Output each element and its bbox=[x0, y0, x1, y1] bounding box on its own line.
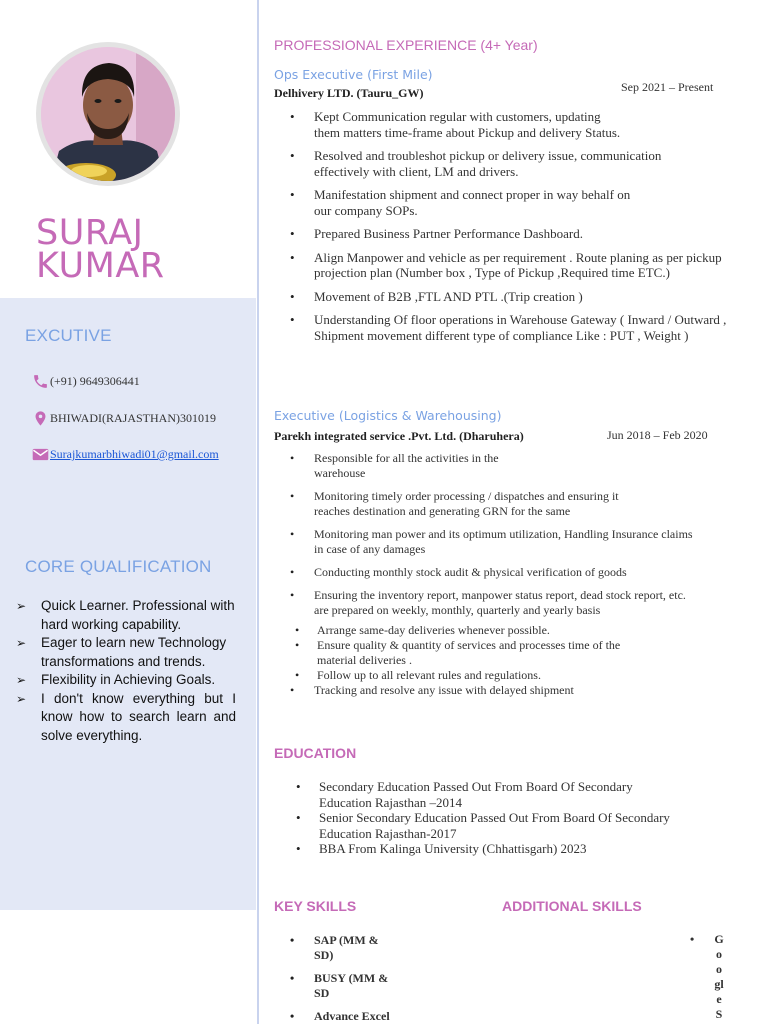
list-item: • BBA From Kalinga University (Chhattisgarh) 2023 bbox=[274, 841, 694, 857]
profile-photo bbox=[36, 42, 180, 186]
person-portrait-icon bbox=[41, 47, 175, 181]
list-item: • Responsible for all the activities in the warehouse bbox=[274, 451, 694, 481]
job-2-duties-extra bbox=[274, 623, 694, 698]
left-sidebar bbox=[0, 0, 256, 1024]
company-1: Delhivery LTD. (Tauru_GW) bbox=[274, 86, 424, 100]
list-item: • Secondary Education Passed Out From Board Of Secondary Education Rajasthan –2014 bbox=[274, 779, 694, 810]
job-title-2: Executive (Logistics & Warehousing) bbox=[274, 408, 502, 423]
list-item: ➢ Eager to learn new Technology transformations and trends. bbox=[16, 635, 227, 669]
list-item: • Monitoring timely order processing / dispatches and ensuring it reaches destination and generating GRN for the same bbox=[274, 489, 694, 519]
job-1-duties bbox=[274, 109, 729, 351]
list-item: • Follow up to all relevant rules and regulations. bbox=[274, 668, 694, 683]
list-item: ➢ Flexibility in Achieving Goals. bbox=[16, 671, 236, 690]
company-2: Parekh integrated service .Pvt. Ltd. (Dharuhera) bbox=[274, 429, 524, 443]
job-dates-2: Jun 2018 – Feb 2020 bbox=[607, 428, 708, 442]
arrow-bullet-icon: ➢ bbox=[16, 599, 27, 613]
list-item: • Resolved and troubleshot pickup or delivery issue, communication effectively with client, LM and drivers. bbox=[274, 148, 729, 179]
list-item: • Prepared Business Partner Performance Dashboard. bbox=[274, 226, 729, 242]
bullet-icon: • bbox=[690, 932, 695, 946]
email-link[interactable]: Surajkumarbhiwadi01@gmail.com bbox=[50, 447, 219, 461]
list-item: • Understanding Of floor operations in Warehouse Gateway ( Inward / Outward , Shipment movement different type of compliance Like : PUT , Weight ) bbox=[274, 312, 729, 343]
education-list bbox=[274, 779, 694, 857]
list-item: • Conducting monthly stock audit & physical verification of goods bbox=[274, 565, 694, 580]
list-item: • Manifestation shipment and connect proper in way behalf on our company SOPs. bbox=[274, 187, 729, 218]
list-item: ➢ Quick Learner. Professional with hard working capability. bbox=[16, 598, 235, 632]
key-skills-list bbox=[274, 933, 399, 1024]
education-heading: EDUCATION bbox=[274, 745, 357, 761]
list-item: • BUSY (MM & SD bbox=[274, 971, 399, 1001]
job-2-duties bbox=[274, 451, 694, 626]
arrow-bullet-icon: ➢ bbox=[16, 673, 27, 687]
list-item: • Tracking and resolve any issue with delayed shipment bbox=[274, 683, 694, 698]
list-item: • Movement of B2B ,FTL AND PTL .(Trip creation ) bbox=[274, 289, 729, 305]
experience-heading: PROFESSIONAL EXPERIENCE (4+ Year) bbox=[274, 37, 538, 53]
list-item: • Kept Communication regular with customers, updating them matters time-frame about Pickup and delivery Status. bbox=[274, 109, 729, 140]
core-qualification-heading: CORE QUALIFICATION bbox=[25, 557, 212, 576]
list-item: • Ensure quality & quantity of services and processes time of the material deliveries . bbox=[274, 638, 694, 668]
role-heading: EXCUTIVE bbox=[25, 326, 112, 345]
list-item: • SAP (MM & SD) bbox=[274, 933, 399, 963]
job-title-1: Ops Executive (First Mile) bbox=[274, 67, 433, 82]
list-item: • Ensuring the inventory report, manpower status report, dead stock report, etc. are prepared on weekly, monthly, quarterly and yearly basis bbox=[274, 588, 694, 618]
email-row bbox=[32, 447, 219, 462]
avatar bbox=[41, 47, 175, 181]
phone-row bbox=[32, 373, 140, 390]
list-item: • Align Manpower and vehicle as per requirement . Route planing as per pickup projection plan (Number box , Type of Pickup ,Required time ETC.) bbox=[274, 250, 729, 281]
name-last: KUMAR bbox=[36, 246, 165, 286]
address-text: BHIWADI(RAJASTHAN)301019 bbox=[50, 411, 216, 425]
key-skills-heading: KEY SKILLS bbox=[274, 898, 357, 914]
additional-skills-heading: ADDITIONAL SKILLS bbox=[502, 898, 642, 914]
phone-number: (+91) 9649306441 bbox=[50, 374, 140, 388]
list-item: • Arrange same-day deliveries whenever possible. bbox=[274, 623, 694, 638]
name-first: SURAJ bbox=[36, 213, 144, 253]
additional-skill-item: G o o gl e S bbox=[714, 932, 724, 1021]
address-row bbox=[32, 409, 216, 428]
column-divider bbox=[257, 0, 259, 1024]
list-item: ➢ I don't know everything but I know how to search learn and solve everything. bbox=[16, 690, 236, 743]
list-item: • Advance Excel bbox=[274, 1009, 399, 1024]
core-qualification-list bbox=[16, 597, 236, 745]
location-pin-icon bbox=[32, 409, 49, 428]
job-dates-1: Sep 2021 – Present bbox=[621, 80, 714, 94]
list-item: • Monitoring man power and its optimum utilization, Handling Insurance claims in case of any damages bbox=[274, 527, 694, 557]
arrow-bullet-icon: ➢ bbox=[16, 691, 27, 706]
email-icon bbox=[32, 447, 49, 462]
phone-icon bbox=[32, 373, 49, 390]
list-item: • Senior Secondary Education Passed Out From Board Of Secondary Education Rajasthan-2017 bbox=[274, 810, 694, 841]
arrow-bullet-icon: ➢ bbox=[16, 636, 27, 650]
